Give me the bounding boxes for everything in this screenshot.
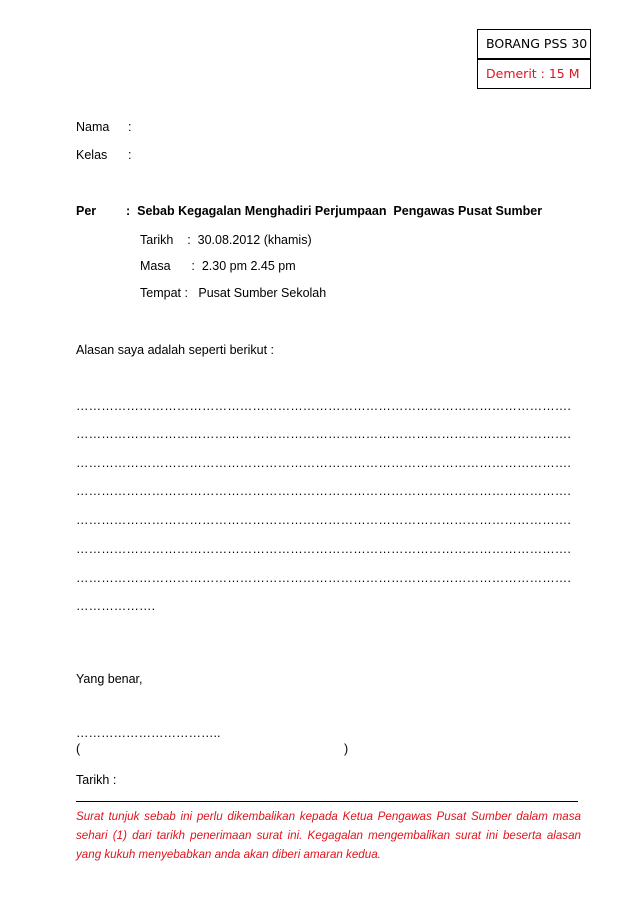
footer-note: Surat tunjuk sebab ini perlu dikembalikan kepada Ketua Pengawas Pusat Sumber dalam masa sehari (1) dari tarikh penerimaan surat ini. Kegagalan mengembalikan surat ini beserta alasan yang kukuh menyebabkan anda akan diberi amaran kedua. bbox=[76, 810, 581, 861]
demerit-text: Demerit : 15 M bbox=[486, 66, 580, 81]
per-tempat: Tempat : Pusat Sumber Sekolah bbox=[140, 286, 327, 300]
kelas-colon: : bbox=[128, 148, 132, 162]
reason-line: ………………………………………………………………………………………………………. bbox=[76, 571, 571, 585]
demerit-box bbox=[477, 59, 591, 89]
footer-divider bbox=[76, 801, 578, 802]
per-subject: : Sebab Kegagalan Menghadiri Perjumpaan Pengawas Pusat Sumber bbox=[126, 204, 543, 218]
reason-line: ………………………………………………………………………………………………………. bbox=[76, 427, 571, 441]
nama-colon: : bbox=[128, 120, 132, 134]
form-code: BORANG PSS 30 bbox=[486, 36, 588, 51]
form-code-box bbox=[477, 29, 591, 59]
reason-intro: Alasan saya adalah seperti berikut : bbox=[76, 343, 275, 357]
signature-open-paren: ( bbox=[76, 742, 81, 756]
nama-label: Nama bbox=[76, 120, 110, 134]
reason-line: ………………. bbox=[76, 599, 156, 613]
closing: Yang benar, bbox=[76, 672, 143, 686]
reason-line: ………………………………………………………………………………………………………. bbox=[76, 542, 571, 556]
reason-line: ………………………………………………………………………………………………………. bbox=[76, 399, 571, 413]
per-masa: Masa : 2.30 pm 2.45 pm bbox=[140, 259, 296, 273]
reason-line: ………………………………………………………………………………………………………. bbox=[76, 513, 571, 527]
reason-line: ………………………………………………………………………………………………………. bbox=[76, 456, 571, 470]
per-tarikh: Tarikh : 30.08.2012 (khamis) bbox=[140, 233, 312, 247]
per-label: Per bbox=[76, 204, 97, 218]
tarikh-label: Tarikh : bbox=[76, 773, 117, 787]
signature-close-paren: ) bbox=[344, 742, 349, 756]
reason-line: ………………………………………………………………………………………………………. bbox=[76, 484, 571, 498]
kelas-label: Kelas bbox=[76, 148, 108, 162]
signature-line: …………………………….. bbox=[76, 726, 221, 740]
